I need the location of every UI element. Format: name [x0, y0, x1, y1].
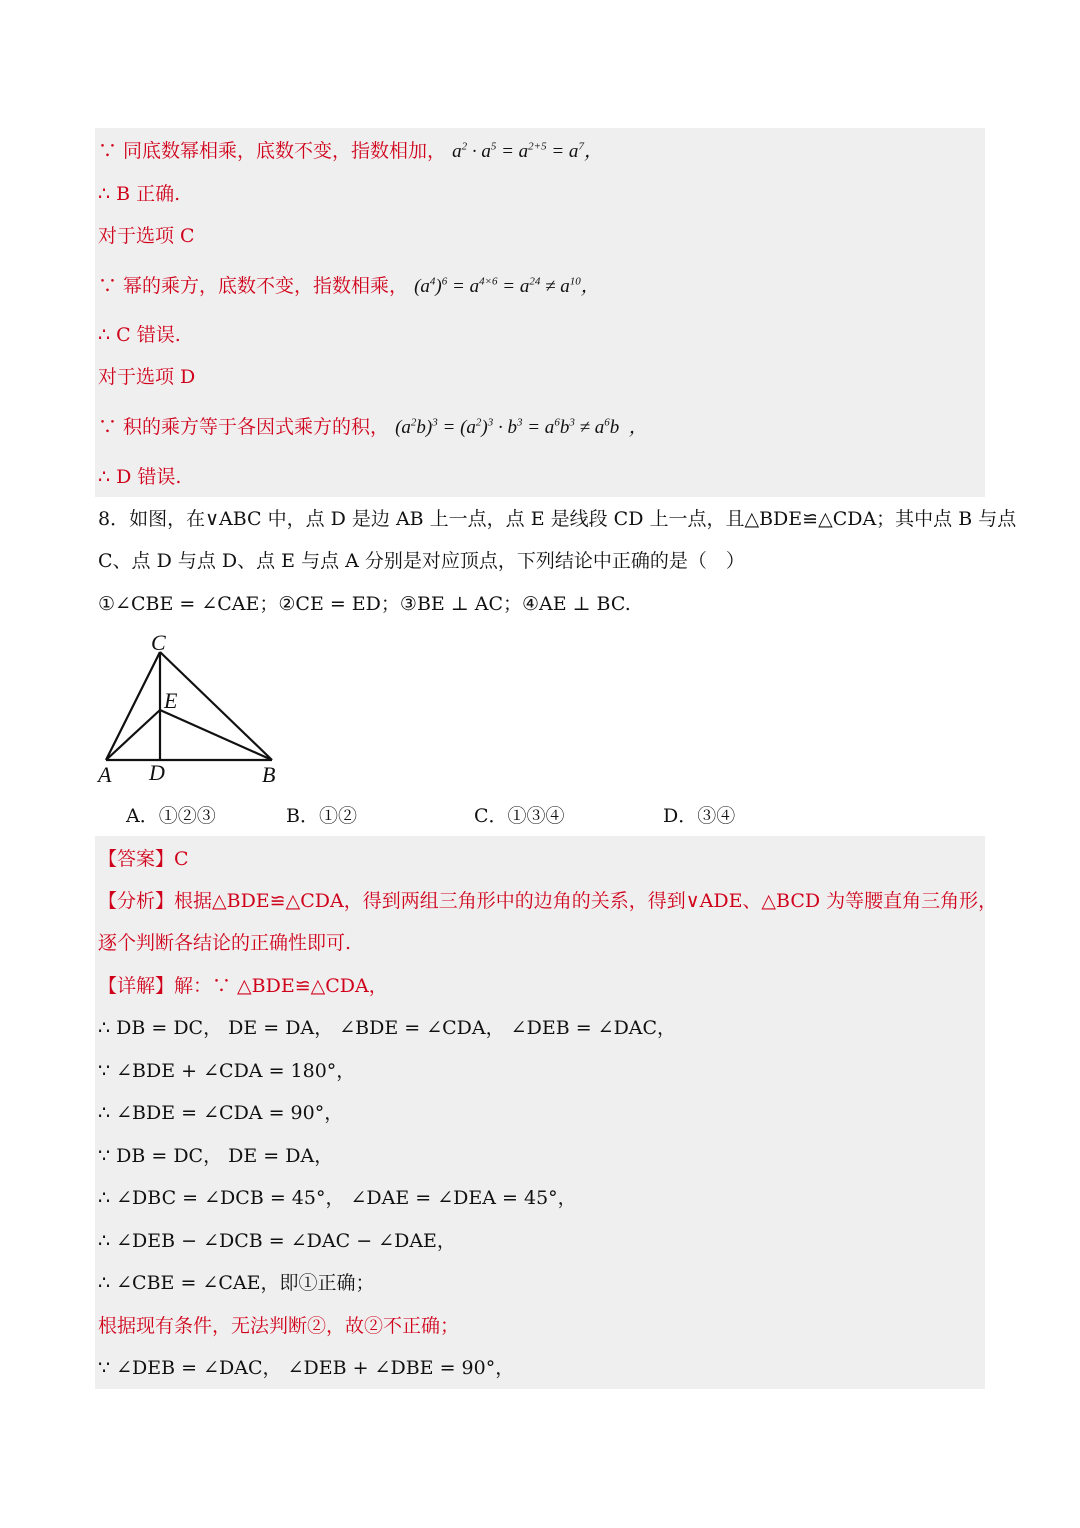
segment-ae [106, 710, 160, 760]
proof-step: ∵ ∠BDE + ∠CDA = 180°， [98, 1060, 356, 1082]
solution-line: 对于选项 D [98, 366, 196, 388]
solution-text: ∵ 同底数幂相乘，底数不变，指数相加， [98, 140, 447, 162]
label-b: B [262, 762, 276, 787]
proof-step: ∴ DB = DC， DE = DA， ∠BDE = ∠CDA， ∠DEB = ∠DAC， [98, 1017, 677, 1039]
choice-d[interactable]: D．③④ [663, 805, 736, 827]
solution-line: ∴ C 错误. [98, 324, 181, 346]
solution-line: ∴ D 错误. [98, 466, 182, 488]
choice-a[interactable]: A．①②③ [126, 805, 216, 827]
segment-ac [106, 652, 160, 760]
answer-label: 【答案】C [98, 848, 189, 870]
label-a: A [98, 762, 112, 787]
formula: $a^2 \cdot a^5 = a^{2+5} = a^7$， [452, 140, 603, 162]
detail-text: 【详解】解：∵ △BDE≌△CDA， [98, 975, 388, 997]
segment-eb [160, 710, 272, 760]
analysis-text: 【分析】根据△BDE≌△CDA，得到两组三角形中的边角的关系，得到∨ADE、△BCD 为等腰直角三角形， [98, 890, 998, 912]
solution-shade-top [95, 128, 985, 497]
solution-text: ∵ 积的乘方等于各因式乘方的积， [98, 416, 390, 438]
proof-step: ∵ ∠DEB = ∠DAC， ∠DEB + ∠DBE = 90°， [98, 1357, 515, 1379]
triangle-figure [96, 628, 286, 788]
proof-step: ∴ ∠DBC = ∠DCB = 45°， ∠DAE = ∠DEA = 45°， [98, 1187, 577, 1209]
choice-b[interactable]: B．①② [286, 805, 357, 827]
question-text: C、点 D 与点 D、点 E 与点 A 分别是对应顶点，下列结论中正确的是（ ） [98, 550, 745, 572]
solution-line: 对于选项 C [98, 225, 195, 247]
formula: $(a^2b)^3 = (a^2)^3 \cdot b^3 = a^6b^3 \ne a^6b$ ， [395, 416, 648, 438]
proof-step: ∴ ∠CBE = ∠CAE，即①正确； [98, 1272, 375, 1294]
choice-c[interactable]: C．①③④ [474, 805, 565, 827]
label-d: D [149, 760, 165, 785]
analysis-text: 逐个判断各结论的正确性即可. [98, 932, 352, 954]
solution-line: ∴ B 正确. [98, 183, 181, 205]
solution-line [98, 414, 648, 441]
question-conclusions: ①∠CBE = ∠CAE；②CE = ED；③BE ⊥ AC；④AE ⊥ BC. [98, 593, 631, 615]
proof-step: ∵ DB = DC， DE = DA， [98, 1145, 334, 1167]
formula: $(a^4)^6 = a^{4\times 6} = a^{24} \ne a^{10}$， [414, 275, 600, 297]
question-text: 8．如图，在∨ABC 中，点 D 是边 AB 上一点，点 E 是线段 CD 上一点，且△BDE≌△CDA；其中点 B 与点 [98, 508, 1017, 530]
label-c: C [151, 630, 166, 655]
label-e: E [164, 688, 178, 713]
solution-line [98, 138, 603, 165]
proof-step: ∴ ∠BDE = ∠CDA = 90°， [98, 1102, 344, 1124]
proof-step: ∴ ∠DEB − ∠DCB = ∠DAC − ∠DAE， [98, 1230, 456, 1252]
solution-line [98, 273, 600, 300]
proof-step: 根据现有条件，无法判断②，故②不正确； [98, 1315, 460, 1337]
solution-text: ∵ 幂的乘方，底数不变，指数相乘， [98, 275, 409, 297]
